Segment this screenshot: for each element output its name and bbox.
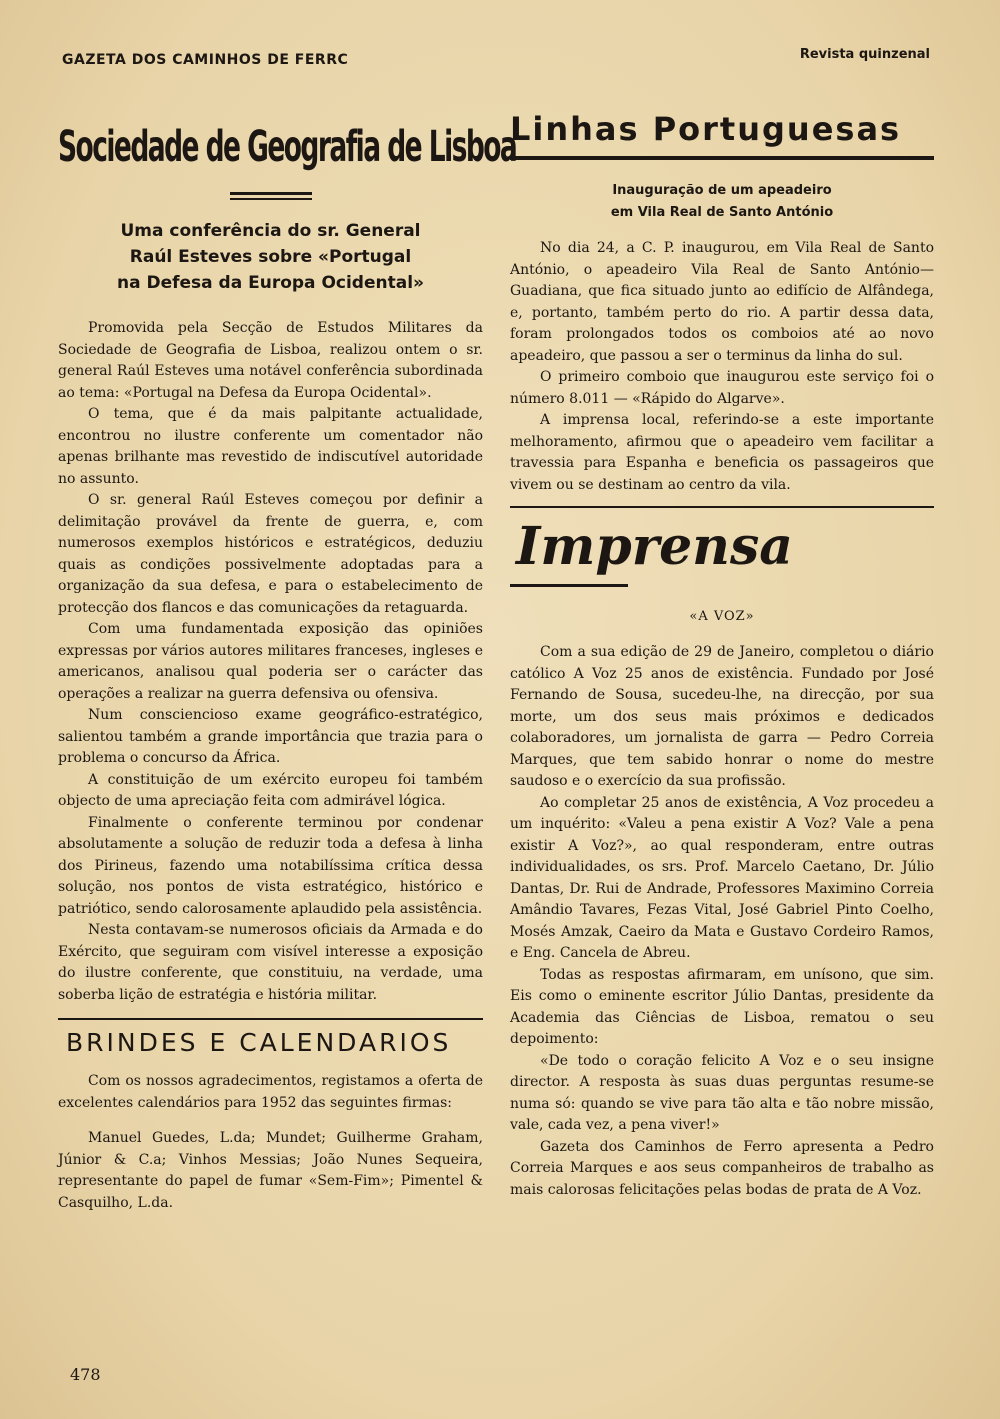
- article-subtitle-conferencia: [58, 218, 483, 296]
- subtitle-line: Uma conferência do sr. General: [120, 221, 421, 241]
- subtitle-line: Raúl Esteves sobre «Portugal: [129, 247, 412, 267]
- paragraph: Num consciencioso exame geográfico-estratégico, salientou também a grande importância que trazia para o problema o concurso da África.: [58, 707, 483, 766]
- paragraph: Com uma fundamentada exposição das opiniões expressas por vários autores militares franceses, ingleses e americanos, analisou qual poderia ser o carácter das operações a realizar na guerra defensiva ou ofensiva.: [58, 621, 483, 702]
- paragraph: No dia 24, a C. P. inaugurou, em Vila Real de Santo António, o apeadeiro Vila Real de Santo António—Guadiana, que fica situado junto ao edifício de Alfândega, e, portanto, também perto do rio. A partir dessa data, foram prolongados todos os comboios até ao novo apeadeiro, que passou a ser o terminus da linha do sul.: [510, 240, 934, 364]
- header-journal-name: GAZETA DOS CAMINHOS DE FERRC: [62, 52, 349, 68]
- section-title-brindes: BRINDES E CALENDARIOS: [66, 1028, 452, 1057]
- paragraph: O sr. general Raúl Esteves começou por definir a delimitação provável da frente de guerra, e, com numerosos exemplos históricos e estratégicos, deduziu quais as condições possivelmente adoptadas para a organização da sua defesa, e para o estabelecimento de protecção dos flancos e das comunicações da retaguarda.: [58, 492, 483, 616]
- paragraph: Todas as respostas afirmaram, em unísono, que sim. Eis como o eminente escritor Júlio Dantas, presidente da Academia das Ciências de Lisboa, rematou o seu depoimento:: [510, 966, 934, 1047]
- header-periodicity: Revista quinzenal: [799, 47, 930, 62]
- paragraph: «De todo o coração felicito A Voz e o seu insigne director. A resposta às suas duas perguntas resume-se numa só: quando se vive para tão alta e tão nobre missão, vale, cada vez, a pena viver!»: [510, 1052, 934, 1133]
- page-number: 478: [70, 1365, 101, 1384]
- paragraph: Com a sua edição de 29 de Janeiro, completou o diário católico A Voz 25 anos de existência. Fundado por José Fernando de Sousa, sucedeu-lhe, na direcção, por sua morte, um dos seus mais próximos e dedicados colaboradores, um jornalista de garra — Pedro Correia Marques, que tem sabido honrar o nome do mestre saudoso e o exercício da sua profissão.: [510, 644, 934, 789]
- subtitle-line: em Vila Real de Santo António: [610, 205, 834, 220]
- paragraph: Finalmente o conferente terminou por condenar absolutamente a solução de reduzir toda a defesa à linha dos Pirineus, fazendo uma notabilíssima crítica dessa solução, nos pontos de vista estratégico, histórico e patriótico, sendo calorosamente aplaudido pela assistência.: [58, 814, 483, 917]
- imprensa-underline: [510, 584, 628, 587]
- title-underline: [230, 192, 312, 200]
- left-column: [58, 110, 517, 1214]
- paragraph: A constituição de um exército europeu foi também objecto de uma apreciação feita com admirável lógica.: [58, 771, 483, 809]
- paragraph: Nesta contavam-se numerosos oficiais da Armada e do Exército, que seguiram com visível interesse a exposição do ilustre conferente, que constituiu, na verdade, uma soberba lição de estratégia e história militar.: [58, 922, 483, 1003]
- paragraph: Promovida pela Secção de Estudos Militares da Sociedade de Geografia de Lisboa, realizou ontem o sr. general Raúl Esteves uma notável conferência subordinada ao tema: «Portugal na Defesa da Europa Ocidental».: [58, 320, 483, 401]
- article-title-linhas: Linhas Portuguesas: [510, 110, 902, 148]
- right-column: [510, 110, 934, 1201]
- paragraph: O primeiro comboio que inaugurou este serviço foi o número 8.011 — «Rápido do Algarve».: [510, 369, 934, 407]
- paragraph: Gazeta dos Caminhos de Ferro apresenta a Pedro Correia Marques e aos seus companheiros de trabalho as mais calorosas felicitações pelas bodas de prata de A Voz.: [510, 1138, 934, 1198]
- section-divider: [58, 1018, 483, 1020]
- article-subtitle-apeadeiro: [510, 180, 934, 224]
- paragraph: Com os nossos agradecimentos, registamos a oferta de excelentes calendários para 1952 das seguintes firmas:: [58, 1073, 483, 1111]
- section-divider: [510, 506, 934, 508]
- paragraph: Ao completar 25 anos de existência, A Voz procedeu a um inquérito: «Valeu a pena existir A Voz? Vale a pena existir A Voz?», ao qual responderam, entre outras individualidades, os srs. Prof. Marcelo Caetano, Dr. Júlio Dantas, Dr. Rui de Andrade, Professores Maximino Correia Amândio Tavares, Fezas Vital, José Gabriel Pinto Coelho, Mosés Amzak, Caeiro da Mata e Gustavo Cordeiro Ramos, e Eng. Cancela de Abreu.: [510, 794, 934, 961]
- article-title-sociedade: Sociedade de Geografia de Lisboa: [58, 122, 517, 172]
- paragraph: Manuel Guedes, L.da; Mundet; Guilherme Graham, Júnior & C.a; Vinhos Messias; João Nunes Sequeira, representante do papel de fumar «Sem-Fim»; Pimentel & Casquilho, L.da.: [58, 1130, 483, 1211]
- section-title-imprensa: Imprensa: [516, 516, 793, 577]
- paragraph: O tema, que é da mais palpitante actualidade, encontrou no ilustre conferente um comentador não apenas brilhante mas revestido de indiscutível autoridade no assunto.: [58, 406, 483, 487]
- subsection-heading-avoz: «A VOZ»: [689, 609, 755, 624]
- subtitle-line: na Defesa da Europa Ocidental»: [116, 273, 425, 293]
- paragraph: A imprensa local, referindo-se a este importante melhoramento, afirmou que o apeadeiro vem facilitar a travessia para Espanha e beneficia os passageiros que vivem ou se destinam ao centro da vila.: [510, 412, 934, 493]
- subtitle-line: Inauguração de um apeadeiro: [612, 183, 832, 198]
- title-underline: [510, 156, 934, 160]
